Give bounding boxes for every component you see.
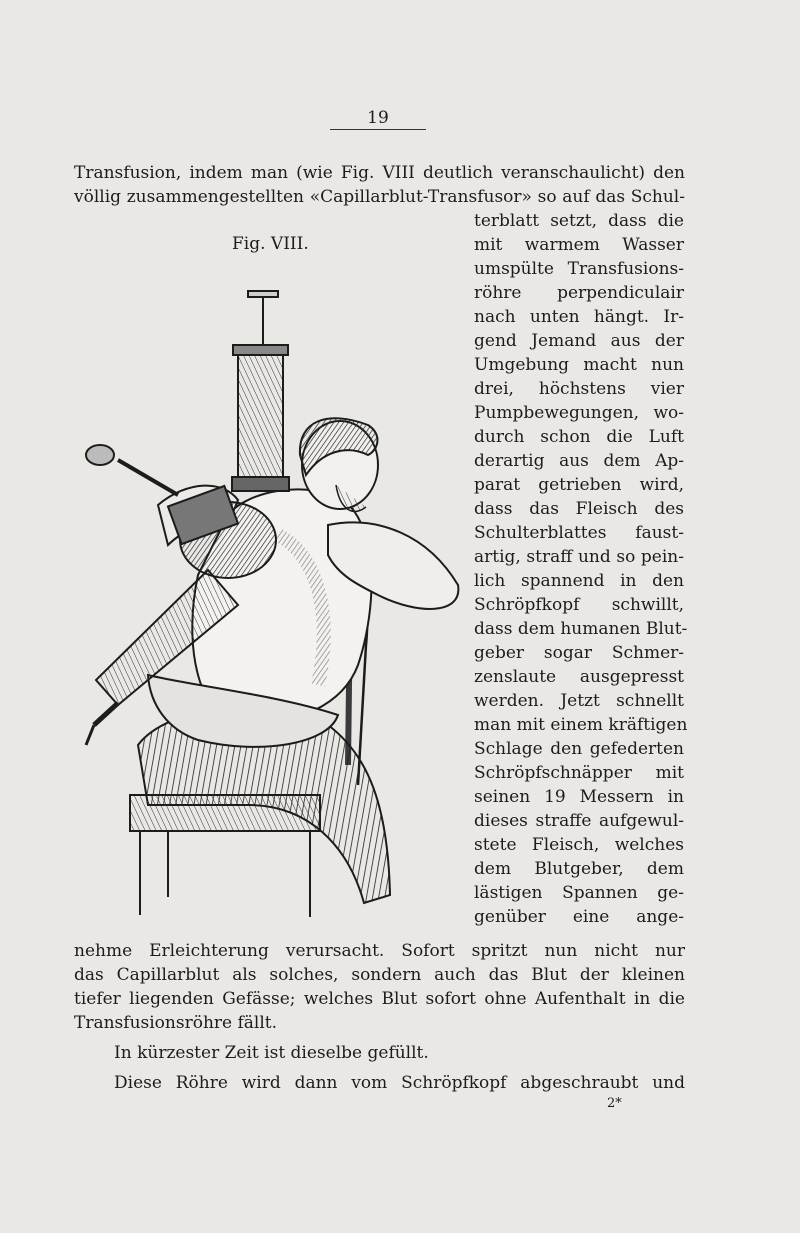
text-line: mit warmem Wasser bbox=[474, 235, 684, 255]
text-line: röhre perpendiculair bbox=[474, 283, 684, 303]
text-line: das Capillarblut als solches, sondern auch das Blut der kleinen bbox=[74, 965, 685, 985]
text-line: tiefer liegenden Gefässe; welches Blut sofort ohne Aufenthalt in die bbox=[74, 989, 685, 1009]
text-line: artig, straff und so pein- bbox=[474, 547, 684, 567]
text-line: zenslaute ausgepresst bbox=[474, 667, 684, 687]
text-line: umspülte Transfusions- bbox=[474, 259, 684, 279]
text-line: Schröpfkopf schwillt, bbox=[474, 595, 684, 615]
text-line: Pumpbewegungen, wo- bbox=[474, 403, 684, 423]
text-line: nehme Erleichterung verursacht. Sofort spritzt nun nicht nur bbox=[74, 941, 685, 961]
text-line: werden. Jetzt schnellt bbox=[474, 691, 684, 711]
header-rule bbox=[330, 129, 426, 130]
text-line: gend Jemand aus der bbox=[474, 331, 684, 351]
text-line: dass dem humanen Blut- bbox=[474, 619, 688, 639]
text-line: dass das Fleisch des bbox=[474, 499, 684, 519]
text-line: Transfusionsröhre fällt. bbox=[74, 1013, 278, 1033]
text-line: lästigen Spannen ge- bbox=[474, 883, 684, 903]
text-line: Diese Röhre wird dann vom Schröpfkopf abgeschraubt und bbox=[114, 1073, 685, 1093]
text-line: derartig aus dem Ap- bbox=[474, 451, 684, 471]
text-line: Umgebung macht nun bbox=[474, 355, 684, 375]
signature-mark: 2* bbox=[607, 1096, 622, 1111]
text-line: stete Fleisch, welches bbox=[474, 835, 684, 855]
text-line: seinen 19 Messern in bbox=[474, 787, 684, 807]
text-line: geber sogar Schmer- bbox=[474, 643, 684, 663]
figure-illustration bbox=[78, 285, 470, 925]
text-line: Schulterblattes faust- bbox=[474, 523, 684, 543]
text-line: drei, höchstens vier bbox=[474, 379, 684, 399]
text-line: durch schon die Luft bbox=[474, 427, 684, 447]
text-line: lich spannend in den bbox=[474, 571, 684, 591]
page-number: 19 bbox=[367, 108, 389, 128]
text-line: terblatt setzt, dass die bbox=[474, 211, 684, 231]
text-line: Schröpfschnäpper mit bbox=[474, 763, 684, 783]
text-line: Schlage den gefederten bbox=[474, 739, 684, 759]
text-line: Transfusion, indem man (wie Fig. VIII deutlich veranschaulicht) den bbox=[74, 163, 685, 183]
figure-caption: Fig. VIII. bbox=[232, 234, 309, 254]
text-line: dieses straffe aufgewul- bbox=[474, 811, 684, 831]
text-line: genüber eine ange- bbox=[474, 907, 684, 927]
text-line: In kürzester Zeit ist dieselbe gefüllt. bbox=[114, 1043, 429, 1063]
pump-cylinder bbox=[232, 291, 289, 491]
text-line: nach unten hängt. Ir- bbox=[474, 307, 684, 327]
text-line: man mit einem kräftigen bbox=[474, 715, 688, 735]
text-line: dem Blutgeber, dem bbox=[474, 859, 684, 879]
text-line: völlig zusammengestellten «Capillarblut-Transfusor» so auf das Schul- bbox=[74, 187, 685, 207]
text-line: parat getrieben wird, bbox=[474, 475, 684, 495]
